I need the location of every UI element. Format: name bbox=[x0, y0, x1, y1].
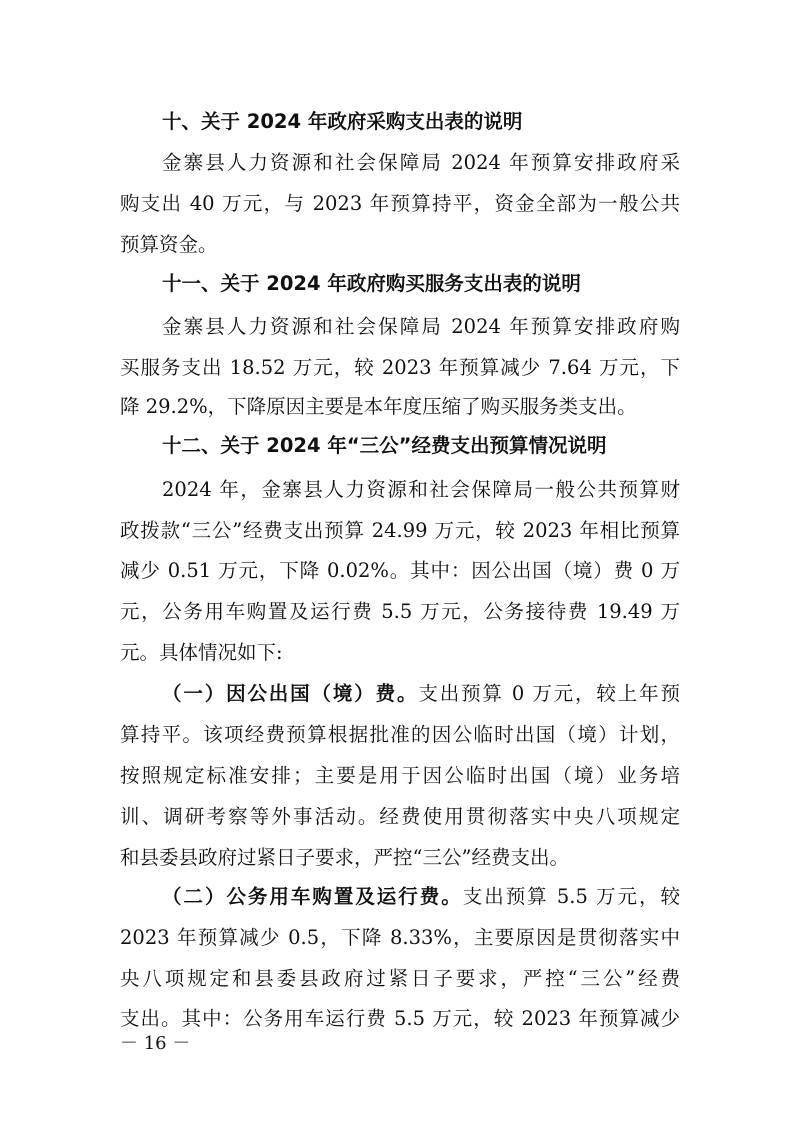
section-heading: 十二、关于 2024 年“三公”经费支出预算情况说明 bbox=[162, 434, 607, 457]
subsection-first-line bbox=[162, 884, 680, 910]
paragraph-line: 按照规定标准安排；主要是用于因公临时出国（境）业务培 bbox=[120, 764, 680, 787]
paragraph-line: 支出。其中：公务用车运行费 5.5 万元，较 2023 年预算减少 bbox=[120, 1007, 680, 1030]
paragraph-line: 2024 年，金寨县人力资源和社会保障局一般公共预算财 bbox=[162, 478, 680, 501]
paragraph-line: 买服务支出 18.52 万元，较 2023 年预算减少 7.64 万元，下 bbox=[120, 356, 680, 379]
page-number: － 16 － bbox=[120, 1033, 191, 1054]
paragraph-line: 训、调研考察等外事活动。经费使用贯彻落实中央八项规定 bbox=[120, 805, 680, 828]
section-heading: 十一、关于 2024 年政府购买服务支出表的说明 bbox=[162, 272, 581, 295]
subsection-title: （二）公务用车购置及运行费。 bbox=[162, 885, 463, 908]
paragraph-line: 预算资金。 bbox=[120, 233, 218, 256]
subsection-title: （一）因公出国（境）费。 bbox=[162, 682, 419, 705]
subsection-text: 支出预算 0 万元，较上年预 bbox=[418, 682, 680, 705]
section-heading: 十、关于 2024 年政府采购支出表的说明 bbox=[162, 110, 523, 133]
paragraph-line: 金寨县人力资源和社会保障局 2024 年预算安排政府采 bbox=[162, 151, 680, 174]
paragraph-line: 元。具体情况如下: bbox=[120, 641, 283, 664]
paragraph-line: 元，公务用车购置及运行费 5.5 万元，公务接待费 19.49 万 bbox=[120, 600, 680, 623]
paragraph-line: 购支出 40 万元，与 2023 年预算持平，资金全部为一般公共 bbox=[120, 192, 680, 215]
subsection-first-line bbox=[162, 681, 680, 707]
paragraph-line: 央八项规定和县委县政府过紧日子要求，严控“三公”经费 bbox=[120, 967, 680, 990]
subsection-text: 支出预算 5.5 万元，较 bbox=[462, 885, 680, 908]
paragraph-line: 减少 0.51 万元，下降 0.02%。其中：因公出国（境）费 0 万 bbox=[120, 559, 680, 582]
paragraph-line: 金寨县人力资源和社会保障局 2024 年预算安排政府购 bbox=[162, 315, 680, 338]
paragraph-line: 算持平。该项经费预算根据批准的因公临时出国（境）计划， bbox=[120, 723, 680, 746]
paragraph-line: 和县委县政府过紧日子要求，严控“三公”经费支出。 bbox=[120, 846, 569, 869]
paragraph-line: 降 29.2%，下降原因主要是本年度压缩了购买服务类支出。 bbox=[120, 395, 637, 418]
paragraph-line: 2023 年预算减少 0.5，下降 8.33%，主要原因是贯彻落实中 bbox=[120, 926, 680, 949]
paragraph-line: 政拨款“三公”经费支出预算 24.99 万元，较 2023 年相比预算 bbox=[120, 519, 680, 542]
